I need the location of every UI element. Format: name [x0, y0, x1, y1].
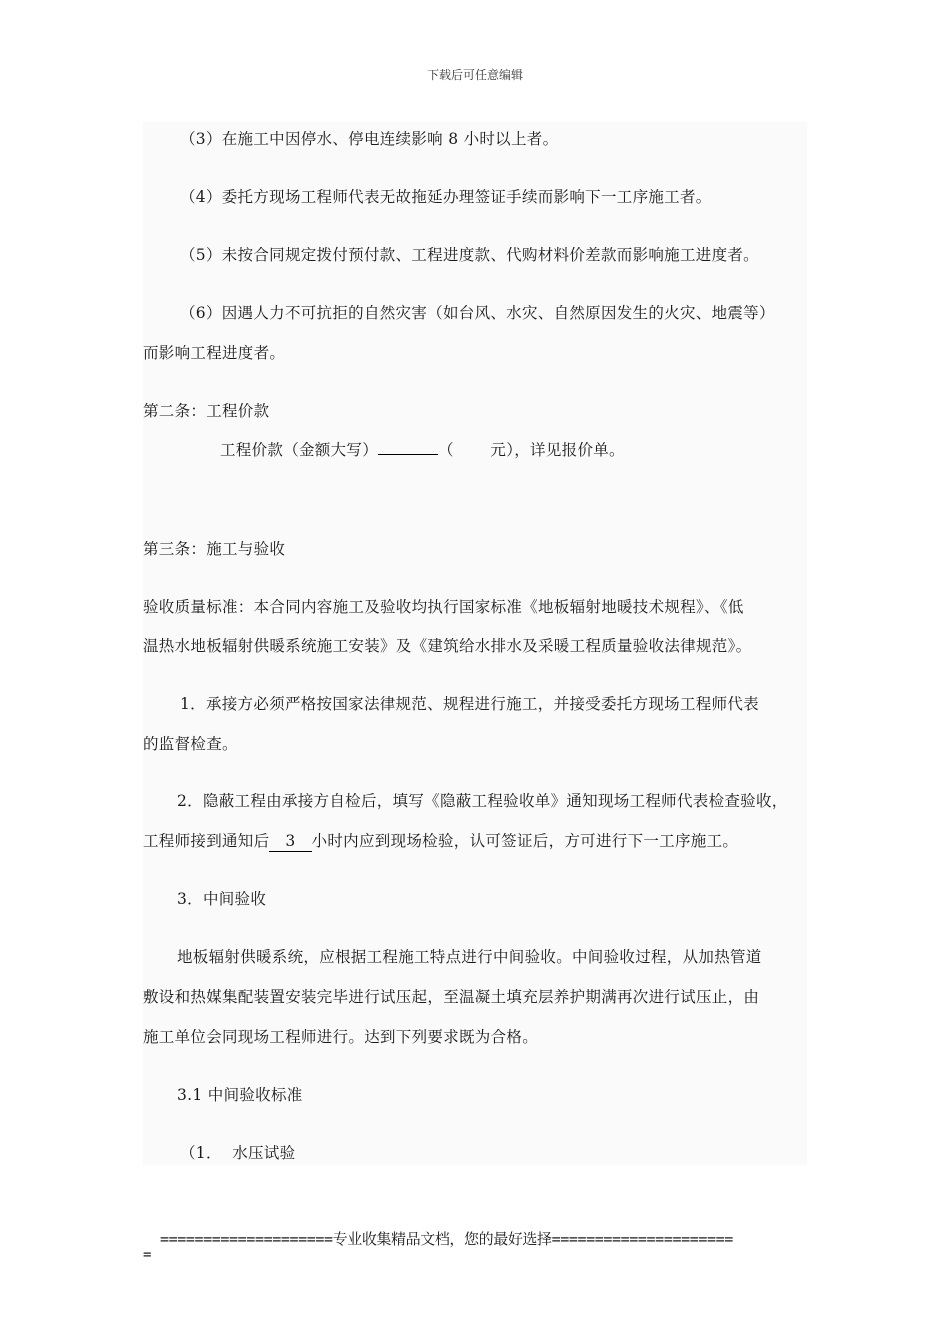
mid-line3: 施工单位会同现场工程师进行。达到下列要求既为合格。 — [143, 1028, 539, 1046]
footer-banner: ====================专业收集精品文档，您的最好选择===================== — [160, 1230, 733, 1248]
item-3-1: 3.1 中间验收标准 — [177, 1086, 303, 1104]
clause-3: （3）在施工中因停水、停电连续影响 8 小时以上者。 — [180, 130, 559, 148]
article-2-title: 第二条：工程价款 — [143, 402, 270, 420]
page-header: 下载后可任意编辑 — [426, 68, 523, 82]
item-2-text-b: 小时内应到现场检验，认可签证后，方可进行下一工序施工。 — [311, 832, 739, 850]
price-blank — [378, 454, 438, 455]
clause-4: （4）委托方现场工程师代表无故拖延办理签证手续而影响下一工序施工者。 — [180, 188, 712, 206]
price-line — [220, 440, 625, 460]
item-2-line1: 2．隐蔽工程由承接方自检后，填写《隐蔽工程验收单》通知现场工程师代表检查验收， — [177, 792, 788, 810]
item-3-1-1: （1． 水压试验 — [180, 1144, 296, 1162]
price-label: 工程价款（金额大写） — [220, 441, 379, 459]
mid-line2: 敷设和热媒集配装置安装完毕进行试压起，至温凝土填充层养护期满再次进行试压止，由 — [143, 988, 760, 1006]
item-3: 3．中间验收 — [177, 890, 267, 908]
item-1-line1: 1．承接方必须严格按国家法律规范、规程进行施工，并接受委托方现场工程师代表 — [180, 695, 759, 713]
item-2-line2 — [143, 831, 738, 852]
footer-banner-tail: = — [143, 1247, 152, 1263]
item-2-text-a: 工程师接到通知后 — [143, 832, 270, 850]
item-1-line2: 的监督检查。 — [143, 735, 238, 753]
clause-6-line1: （6）因遇人力不可抗拒的自然灾害（如台风、水灾、自然原因发生的火灾、地震等） — [180, 304, 775, 322]
clause-5: （5）未按合同规定拨付预付款、工程进度款、代购材料价差款而影响施工进度者。 — [180, 246, 759, 264]
standard-line1: 验收质量标准：本合同内容施工及验收均执行国家标准《地板辐射地暖技术规程》、《低 — [143, 598, 744, 616]
standard-line2: 温热水地板辐射供暖系统施工安装》及《建筑给水排水及采暖工程质量验收法律规范》。 — [143, 637, 752, 655]
mid-line1: 地板辐射供暖系统，应根据工程施工特点进行中间验收。中间验收过程，从加热管道 — [177, 948, 762, 966]
clause-6-line2: 而影响工程进度者。 — [143, 344, 286, 362]
hours-value: 3 — [269, 831, 311, 852]
price-paren: （ 元），详见报价单。 — [438, 441, 625, 459]
article-3-title: 第三条：施工与验收 — [143, 540, 286, 558]
